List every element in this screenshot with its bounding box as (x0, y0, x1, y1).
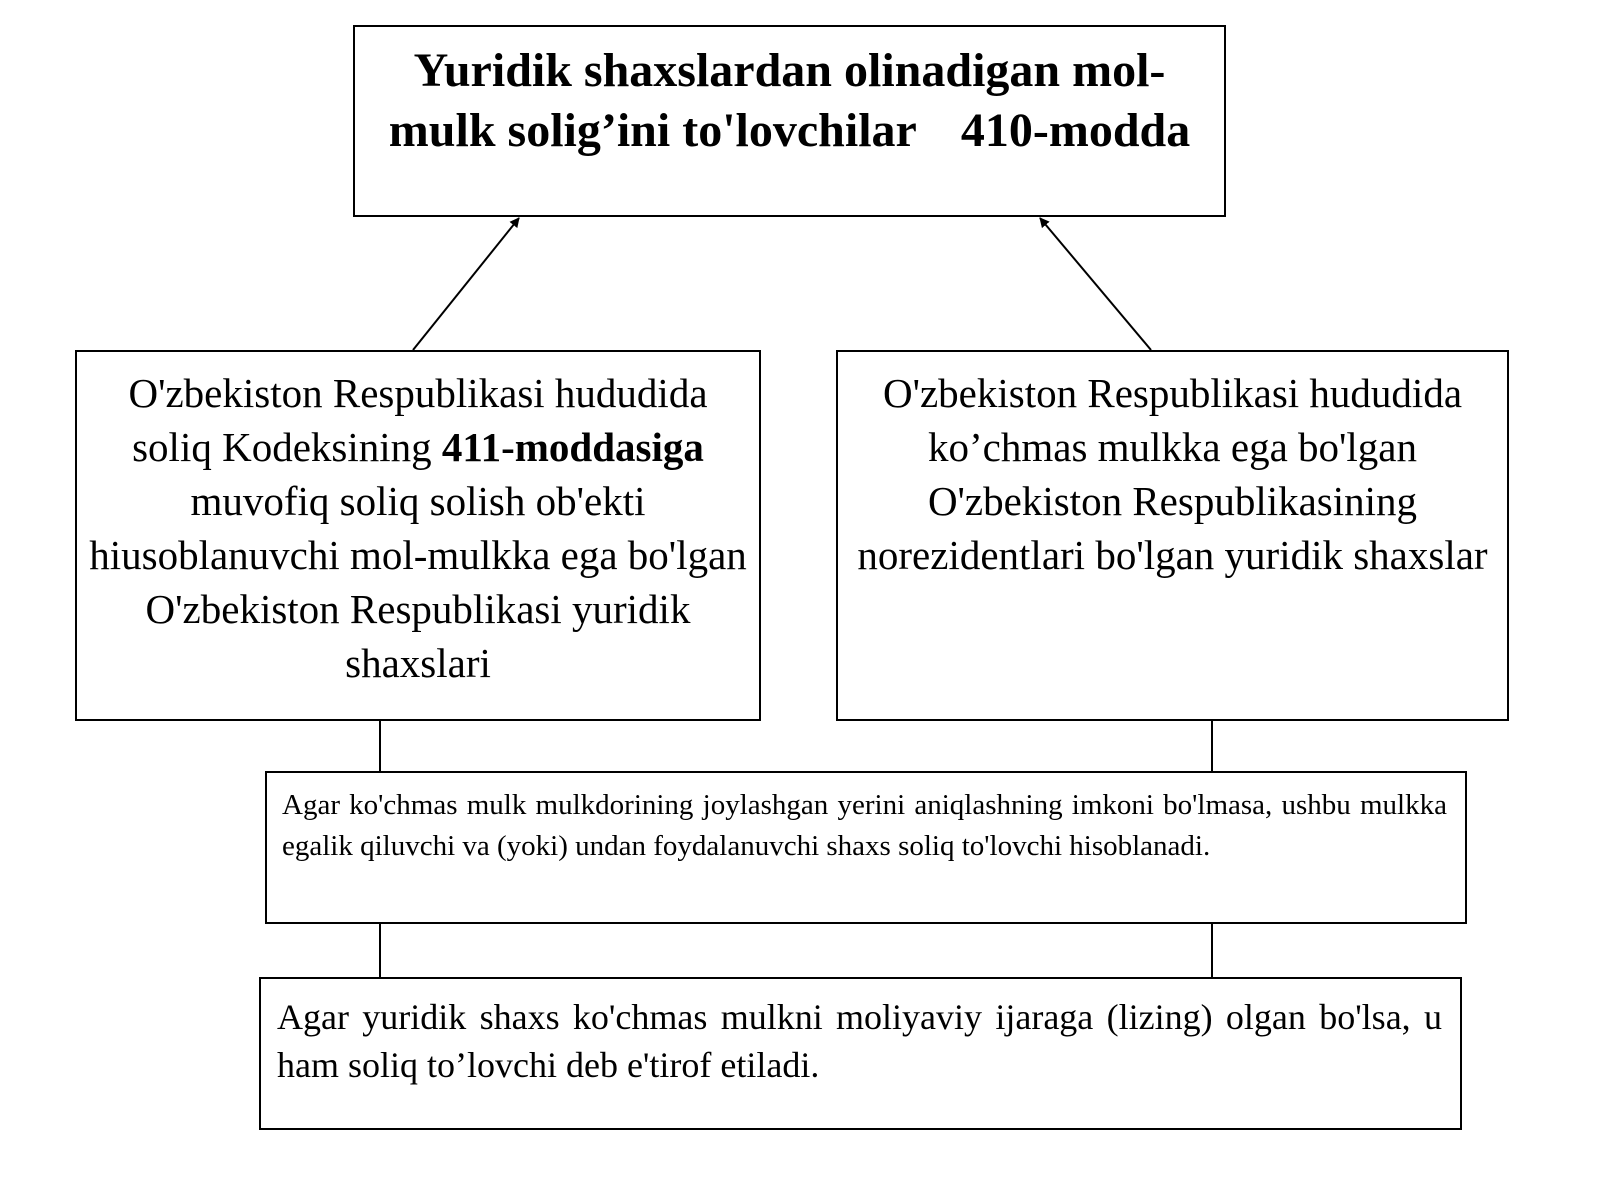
title-box (353, 25, 1226, 217)
leasing-note-box (259, 977, 1462, 1130)
left-box-text-before: O'zbekiston Respublikasi hududida soliq Kodeksining (128, 370, 708, 470)
resident-legal-entities-box (75, 350, 761, 721)
left-box-article-ref: 411-moddasiga (441, 424, 704, 470)
arrow-right-to-title (1040, 218, 1151, 350)
arrow-left-to-title (413, 218, 519, 350)
left-box-text-after: muvofiq soliq solish ob'ekti hiusoblanuvchi mol-mulkka ega bo'lgan O'zbekiston Respublikasi yuridik shaxslari (89, 478, 747, 686)
note1-text: Agar ko'chmas mulk mulkdorining joylashgan yerini aniqlashning imkoni bo'lmasa, ushbu mulkka egalik qiluvchi va (yoki) undan foydalanuvchi shaxs soliq to'lovchi hisoblanadi. (282, 789, 1447, 862)
title-line2: mulk solig’ini to'lovchilar (388, 104, 917, 157)
note2-text: Agar yuridik shaxs ko'chmas mulkni moliyaviy ijaraga (lizing) olgan bo'lsa, u ham soliq to’lovchi deb e'tirof etiladi. (277, 997, 1442, 1085)
right-box-text: O'zbekiston Respublikasi hududida ko’chmas mulkka ega bo'lgan O'zbekiston Respublikasining norezidentlari bo'lgan yuridik shaxslar (857, 370, 1488, 578)
nonresident-legal-entities-box (836, 350, 1509, 721)
title-line1: Yuridik shaxslardan olinadigan mol- (413, 44, 1166, 97)
unknown-owner-note-box (265, 771, 1467, 924)
title-article: 410-modda (960, 104, 1191, 157)
